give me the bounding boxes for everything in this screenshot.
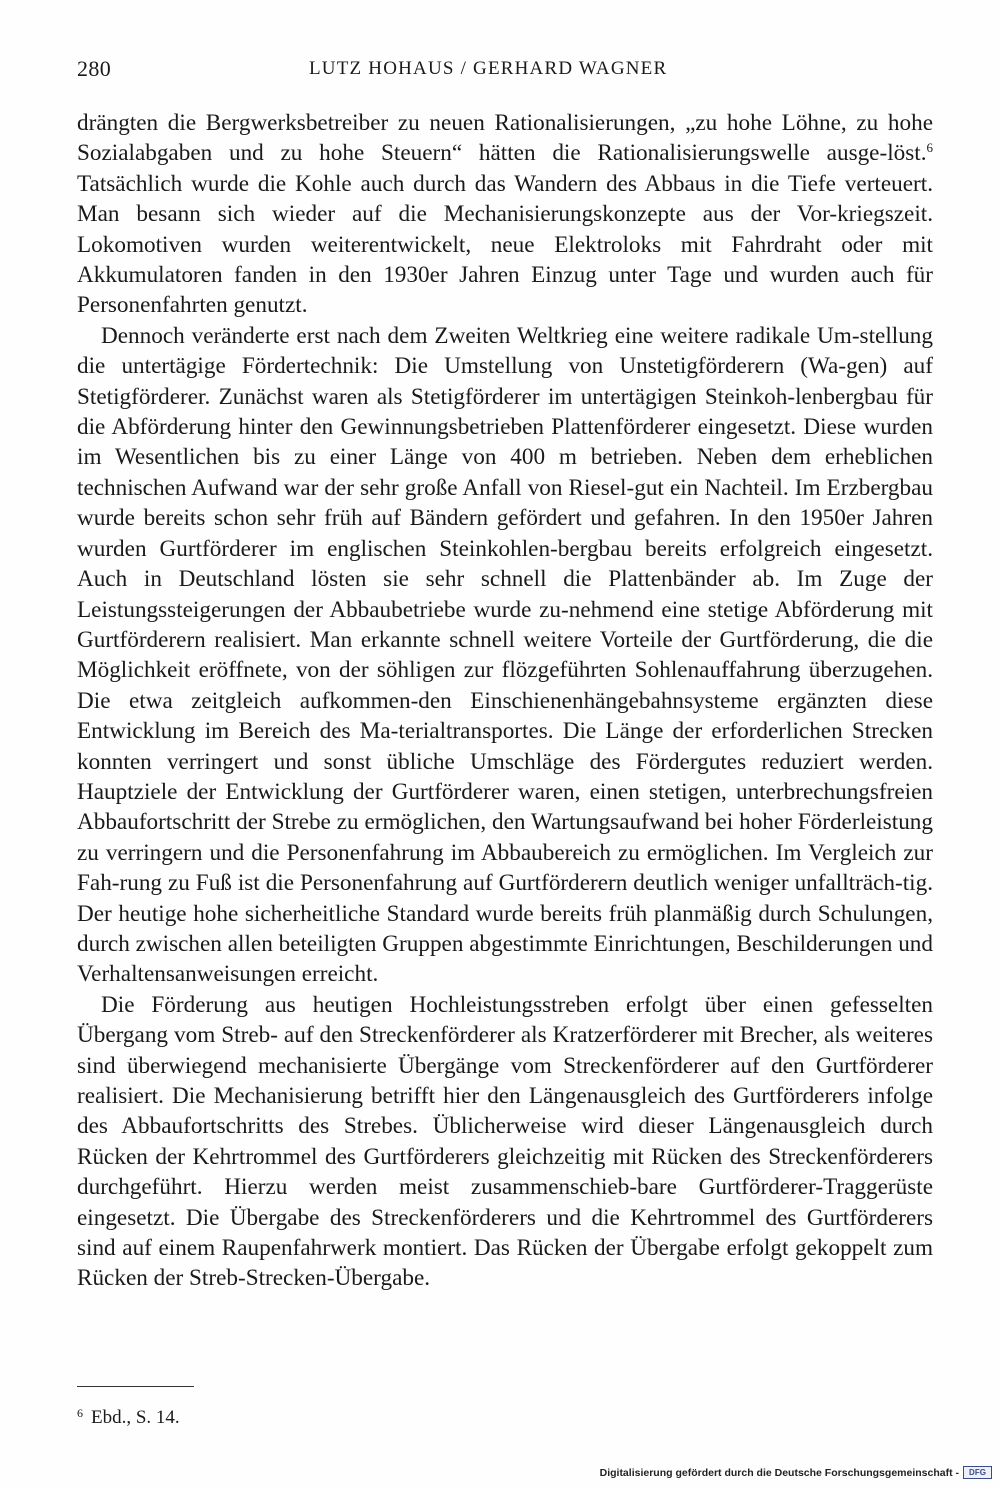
footnote-divider <box>77 1386 194 1387</box>
footnote <box>77 1406 180 1429</box>
dfg-logo-icon: DFG <box>963 1466 992 1479</box>
footnote-number: 6 <box>77 1406 83 1420</box>
paragraph-2: Dennoch veränderte erst nach dem Zweiten Weltkrieg eine weitere radikale Um-stellung die untertägige Fördertechnik: Die Umstellung von Unstetigförderern (Wa-gen) auf Stetigförderer. Zunächst waren als Stetigförderer im untertägigen Steinkoh-lenbergbau für die Abförderung hinter den Gewinnungsbetrieben Plattenförderer eingesetzt. Diese wurden im Wesentlichen bis zu einer Länge von 400 m betrieben. Neben dem erheblichen technischen Aufwand war der sehr große Anfall von Riesel-gut ein Nachteil. Im Erzbergbau wurde bereits schon sehr früh auf Bändern gefördert und gefahren. In den 1950er Jahren wurden Gurtförderer im englischen Steinkohlen-bergbau bereits erfolgreich eingesetzt. Auch in Deutschland lösten sie sehr schnell die Plattenbänder ab. Im Zuge der Leistungssteigerungen der Abbaubetriebe wurde zu-nehmend eine stetige Abförderung mit Gurtförderern realisiert. Man erkannte schnell weitere Vorteile der Gurtförderung, die die Möglichkeit eröffnete, von der söhligen zur flözgeführten Sohlenauffahrung überzugehen. Die etwa zeitgleich aufkommen-den Einschienenhängebahnsysteme ergänzten diese Entwicklung im Bereich des Ma-terialtransportes. Die Länge der erforderlichen Strecken konnten verringert und sonst übliche Umschläge des Fördergutes reduziert werden. Hauptziele der Entwicklung der Gurtförderer waren, einen stetigen, unterbrechungsfreien Abbaufortschritt der Strebe zu ermöglichen, den Wartungsaufwand bei hoher Förderleistung zu verringern und die Personenfahrung im Abbaubereich zu ermöglichen. Im Vergleich zur Fah-rung zu Fuß ist die Personenfahrung auf Gurtförderern deutlich weniger unfallträch-tig. Der heutige hohe sicherheitliche Standard wurde bereits früh planmäßig durch Schulungen, durch zwischen allen beteiligten Gruppen abgestimmte Einrichtungen, Beschilderungen und Verhaltensanweisungen erreicht. <box>77 322 933 988</box>
digitization-credit <box>600 1466 992 1479</box>
footnote-reference[interactable]: 6 <box>926 140 933 156</box>
page-number: 280 <box>77 56 112 81</box>
paragraph-3: Die Förderung aus heutigen Hochleistungsstreben erfolgt über einen gefesselten Übergang vom Streb- auf den Streckenförderer als Kratzerförderer mit Brecher, als weiteres sind überwiegend mechanisierte Übergänge vom Streckenförderer auf den Gurtförderer realisiert. Die Mechanisierung betrifft hier den Längenausgleich des Gurtförderers infolge des Abbaufortschritts des Strebes. Üblicherweise wird dieser Längenausgleich durch Rücken der Kehrtrommel des Gurtförderers gleichzeitig mit Rücken des Streckenförderers durchgeführt. Hierzu werden meist zusammenschieb-bare Gurtförderer-Traggerüste eingesetzt. Die Übergabe des Streckenförderers und die Kehrtrommel des Gurtförderers sind auf einem Raupenfahrwerk montiert. Das Rücken der Übergabe erfolgt gekoppelt zum Rücken der Streb-Strecken-Übergabe. <box>77 991 933 1292</box>
body-text <box>77 108 933 1294</box>
credit-text: Digitalisierung gefördert durch die Deutsche Forschungsgemeinschaft - <box>599 1466 959 1479</box>
paragraph-1 <box>77 108 933 321</box>
paragraph-1-text-a: drängten die Bergwerksbetreiber zu neuen Rationalisierungen, „zu hohe Löhne, zu hohe Sozialabgaben und zu hohe Steuern“ hätten die Rationalisierungswelle ausge-löst. <box>77 110 933 167</box>
running-head <box>77 54 933 88</box>
footnote-text: Ebd., S. 14. <box>91 1407 180 1428</box>
paragraph-1-text-b: Tatsächlich wurde die Kohle auch durch das Wandern des Abbaus in die Tiefe verteuert. Man besann sich wieder auf die Mechanisierungskonzepte aus der Vor-kriegszeit. Lokomotiven wurden weiterentwickelt, neue Elektroloks mit Fahrdraht oder mit Akkumulatoren fanden in den 1930er Jahren Einzug unter Tage und wurden auch für Personenfahrten genutzt. <box>77 170 933 319</box>
header-authors: LUTZ HOHAUS / GERHARD WAGNER <box>309 58 668 79</box>
